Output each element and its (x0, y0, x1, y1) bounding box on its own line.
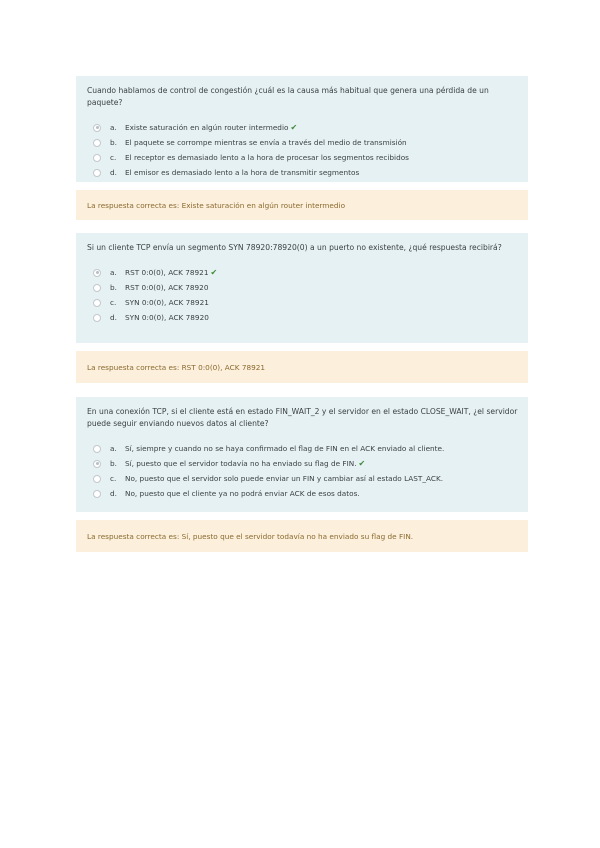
answer-option-b[interactable] (87, 456, 518, 471)
answer-option-a[interactable] (87, 120, 518, 135)
answer-option-d[interactable] (87, 486, 518, 501)
option-letter: c. (110, 153, 117, 162)
radio-button[interactable] (93, 490, 101, 498)
option-text: El receptor es demasiado lento a la hora de procesar los segmentos recibidos (125, 153, 409, 162)
answer-option-d[interactable] (87, 310, 518, 325)
option-text: SYN 0:0(0), ACK 78920 (125, 313, 209, 322)
radio-button[interactable] (93, 475, 101, 483)
radio-button[interactable] (93, 169, 101, 177)
option-text: Sí, siempre y cuando no se haya confirmado el flag de FIN en el ACK enviado al cliente. (125, 444, 445, 453)
answer-option-b[interactable] (87, 135, 518, 150)
question-text: Cuando hablamos de control de congestión ¿cuál es la causa más habitual que genera una pérdida de un paquete? (87, 86, 489, 107)
question-text: En una conexión TCP, si el cliente está en estado FIN_WAIT_2 y el servidor en el estado CLOSE_WAIT, ¿el servidor puede seguir enviando nuevos datos al cliente? (87, 407, 518, 428)
option-letter: d. (110, 313, 117, 322)
option-text: SYN 0:0(0), ACK 78921 (125, 298, 209, 307)
option-text: RST 0:0(0), ACK 78920 (125, 283, 209, 292)
option-letter: b. (110, 459, 117, 468)
question-text: Si un cliente TCP envía un segmento SYN 78920:78920(0) a un puerto no existente, ¿qué respuesta recibirá? (87, 243, 502, 252)
feedback-1 (76, 190, 528, 220)
radio-button[interactable] (93, 284, 101, 292)
answer-option-b[interactable] (87, 280, 518, 295)
option-letter: a. (110, 444, 117, 453)
radio-button[interactable] (93, 139, 101, 147)
radio-button[interactable] (93, 445, 101, 453)
radio-button[interactable] (93, 460, 101, 468)
answer-option-c[interactable] (87, 150, 518, 165)
check-icon: ✔ (358, 459, 366, 468)
question-1 (76, 76, 528, 182)
radio-button[interactable] (93, 269, 101, 277)
option-letter: d. (110, 168, 117, 177)
question-3 (76, 397, 528, 512)
option-letter: b. (110, 138, 117, 147)
check-icon: ✔ (290, 123, 298, 132)
option-letter: d. (110, 489, 117, 498)
option-text: El paquete se corrompe mientras se envía a través del medio de transmisión (125, 138, 407, 147)
radio-button[interactable] (93, 314, 101, 322)
feedback-text: La respuesta correcta es: Existe saturación en algún router intermedio (87, 200, 346, 210)
option-text: Existe saturación en algún router intermedio (125, 123, 289, 132)
answer-option-a[interactable] (87, 265, 518, 280)
feedback-3 (76, 520, 528, 552)
answer-option-c[interactable] (87, 295, 518, 310)
option-text: No, puesto que el cliente ya no podrá enviar ACK de esos datos. (125, 489, 360, 498)
check-icon: ✔ (210, 268, 218, 277)
radio-button[interactable] (93, 124, 101, 132)
answer-option-a[interactable] (87, 441, 518, 456)
answer-option-d[interactable] (87, 165, 518, 180)
option-text: El emisor es demasiado lento a la hora de transmitir segmentos (125, 168, 360, 177)
option-letter: a. (110, 123, 117, 132)
option-text: No, puesto que el servidor solo puede enviar un FIN y cambiar así al estado LAST_ACK. (125, 474, 444, 483)
radio-button[interactable] (93, 299, 101, 307)
option-letter: b. (110, 283, 117, 292)
option-text: RST 0:0(0), ACK 78921 (125, 268, 209, 277)
feedback-text: La respuesta correcta es: RST 0:0(0), ACK 78921 (87, 362, 266, 372)
question-2 (76, 233, 528, 343)
feedback-2 (76, 351, 528, 383)
radio-button[interactable] (93, 154, 101, 162)
option-letter: c. (110, 298, 117, 307)
option-letter: a. (110, 268, 117, 277)
option-letter: c. (110, 474, 117, 483)
feedback-text: La respuesta correcta es: Sí, puesto que el servidor todavía no ha enviado su flag de FIN. (87, 531, 414, 541)
option-text: Sí, puesto que el servidor todavía no ha enviado su flag de FIN. (125, 459, 357, 468)
answer-option-c[interactable] (87, 471, 518, 486)
